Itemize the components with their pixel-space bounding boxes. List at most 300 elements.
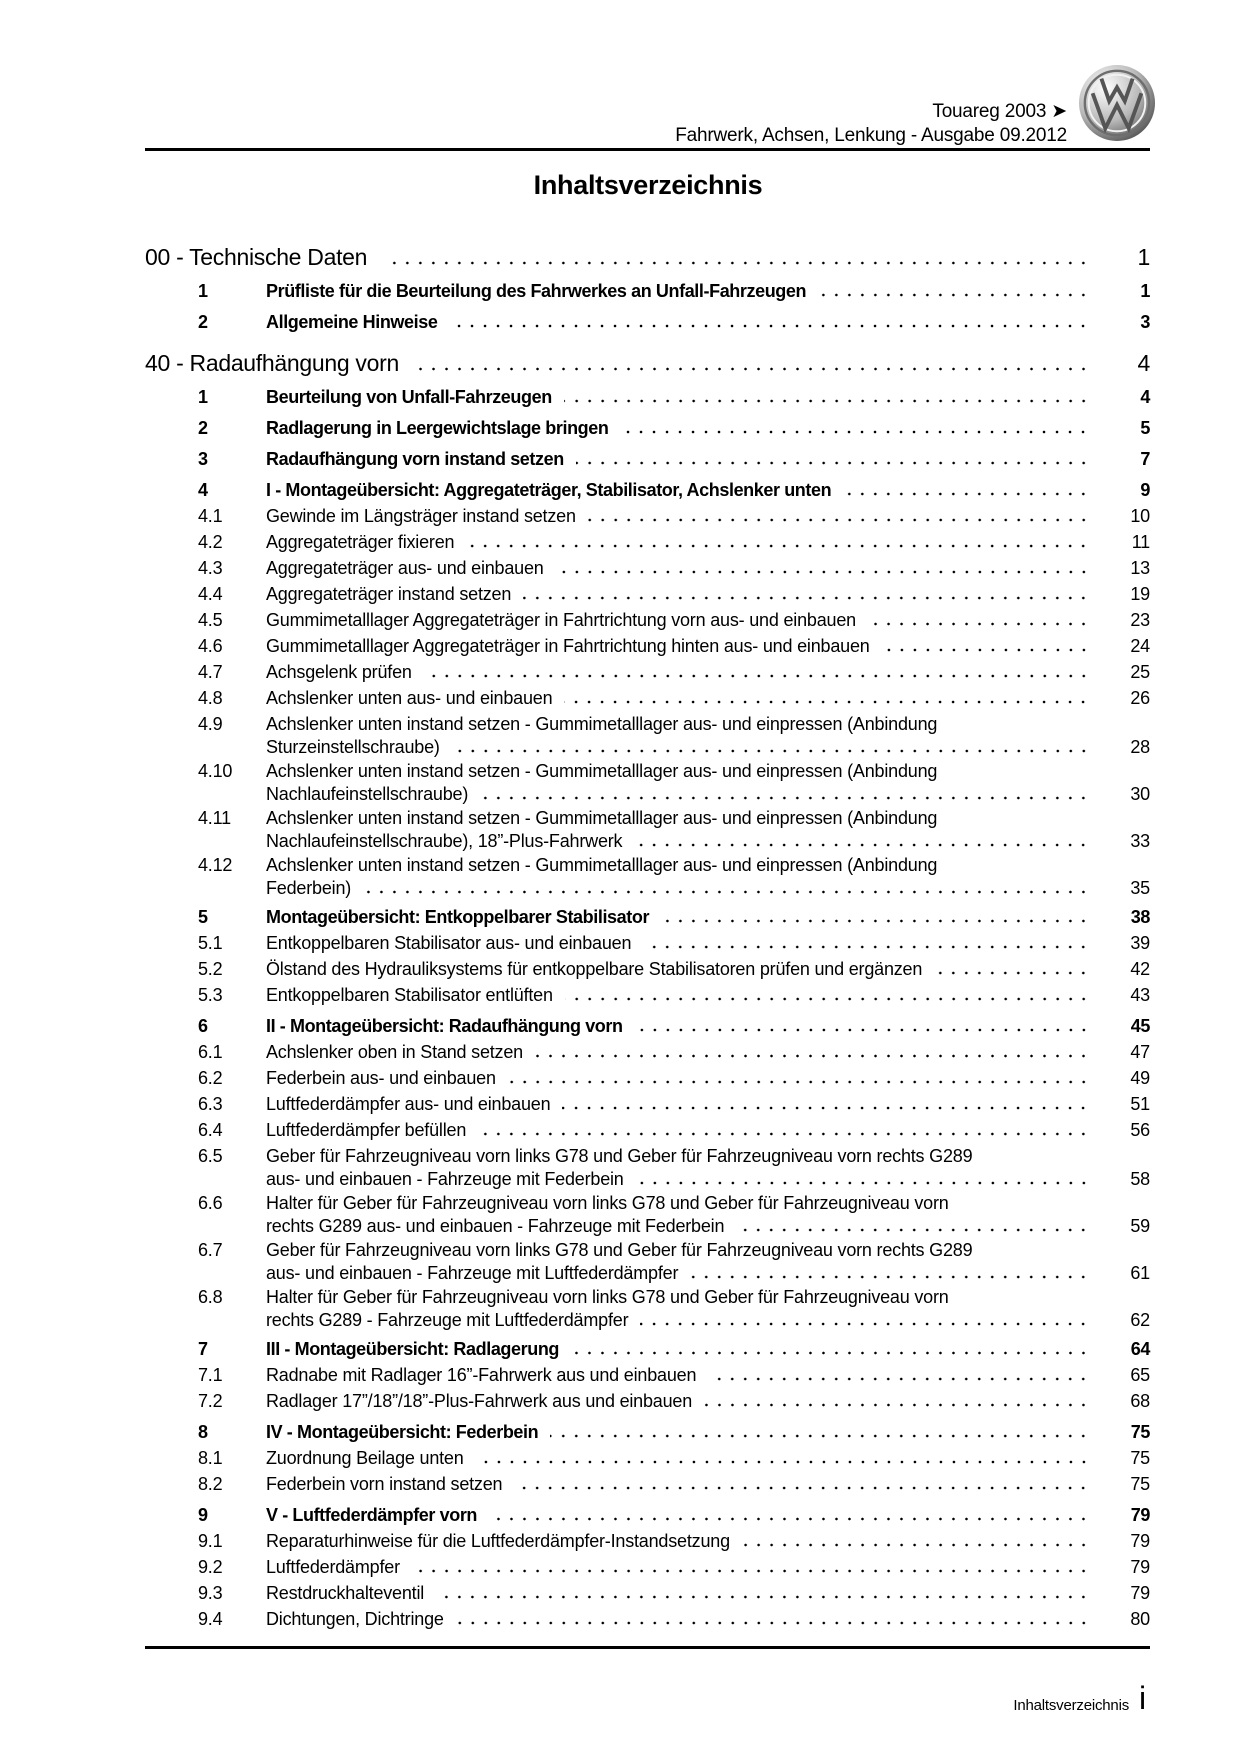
entry-line (266, 446, 1150, 472)
dot-leader (690, 1275, 1090, 1279)
dot-leader (934, 971, 1090, 975)
toc-entry-chapter[interactable] (145, 1414, 1150, 1445)
entry-body (266, 1362, 1150, 1388)
entry-body (266, 1039, 1150, 1065)
dot-leader (565, 997, 1090, 1001)
entry-title[interactable]: rechts G289 aus- und einbauen - Fahrzeuge mit Federbein (266, 1216, 725, 1236)
entry-number: 4.2 (198, 532, 223, 552)
entry-title[interactable]: Federbein aus- und einbauen (266, 1068, 496, 1088)
dot-leader (620, 430, 1090, 434)
toc-entry-sub[interactable] (145, 685, 1150, 711)
entry-page[interactable]: 61 (1130, 1263, 1150, 1283)
entry-title[interactable]: Ölstand des Hydrauliksystems für entkoppelbare Stabilisatoren prüfen und ergänzen (266, 959, 923, 979)
entry-body (266, 477, 1150, 503)
dot-leader (449, 324, 1090, 328)
toc-entry-sub[interactable] (145, 1039, 1150, 1065)
entry-number: 6.2 (198, 1068, 223, 1088)
toc-entry-chapter[interactable] (145, 472, 1150, 503)
entry-title[interactable]: Geber für Fahrzeugniveau vorn links G78 und Geber für Fahrzeugniveau vorn rechts G289 (266, 1240, 973, 1260)
dot-leader (643, 945, 1090, 949)
entry-body (266, 659, 1150, 685)
toc-entry-sub[interactable] (145, 1554, 1150, 1580)
entry-page[interactable]: 58 (1130, 1169, 1150, 1189)
entry-line (266, 1143, 1150, 1169)
entry-title[interactable]: Achslenker unten instand setzen - Gummimetalllager aus- und einpressen (Anbindung (266, 855, 938, 875)
entry-number: 8.2 (198, 1474, 223, 1494)
entry-page[interactable]: 47 (1130, 1042, 1150, 1062)
dot-leader (843, 492, 1090, 496)
entry-title[interactable]: Radaufhängung vorn instand setzen (266, 449, 564, 469)
entry-title[interactable]: Dichtungen, Dichtringe (266, 1609, 444, 1629)
entry-title[interactable]: Radlager 17”/18”/18”-Plus-Fahrwerk aus und einbauen (266, 1391, 693, 1411)
entry-number: 6.3 (198, 1094, 223, 1114)
entry-page[interactable]: 65 (1130, 1365, 1150, 1385)
entry-page[interactable]: 39 (1130, 933, 1150, 953)
entry-body (266, 278, 1150, 304)
entry-body (266, 1528, 1150, 1554)
entry-page[interactable]: 38 (1130, 907, 1150, 927)
entry-body (266, 1237, 1150, 1284)
entry-line (266, 555, 1150, 581)
toc-entry-sub[interactable] (145, 1528, 1150, 1554)
toc-entry-chapter[interactable] (145, 379, 1150, 410)
toc-entry-sub[interactable] (145, 982, 1150, 1008)
entry-title[interactable]: Aggregateträger instand setzen (266, 584, 512, 604)
header-model: Touareg 2003 ➤ (932, 101, 1067, 122)
entry-line (266, 1554, 1150, 1580)
entry-body (266, 982, 1150, 1008)
toc-entry-chapter[interactable] (145, 441, 1150, 472)
entry-title[interactable]: Prüfliste für die Beurteilung des Fahrwerkes an Unfall-Fahrzeugen (266, 281, 807, 301)
entry-line (266, 1013, 1150, 1039)
entry-body (266, 1419, 1150, 1445)
entry-title[interactable]: Achslenker unten instand setzen - Gummimetalllager aus- und einpressen (Anbindung (266, 808, 938, 828)
entry-line (266, 659, 1150, 685)
entry-number: 4.5 (198, 610, 223, 630)
dot-leader (523, 596, 1090, 600)
entry-title[interactable]: Zuordnung Beilage unten (266, 1448, 464, 1468)
entry-number: 6.5 (198, 1146, 223, 1166)
entry-title[interactable]: Achslenker unten instand setzen - Gummimetalllager aus- und einpressen (Anbindung (266, 761, 938, 781)
toc-entry-sub[interactable] (145, 1362, 1150, 1388)
toc-entry-chapter[interactable] (145, 304, 1150, 335)
entry-line (266, 711, 1150, 737)
entry-number: 6.6 (198, 1193, 223, 1213)
entry-page[interactable]: 23 (1130, 610, 1150, 630)
dot-leader (571, 1351, 1090, 1355)
entry-body (266, 758, 1150, 805)
toc-entry-sub[interactable] (145, 1471, 1150, 1497)
entry-title[interactable]: Luftfederdämpfer aus- und einbauen (266, 1094, 551, 1114)
dot-leader (412, 1569, 1090, 1573)
entry-line (266, 831, 1150, 852)
dot-leader (480, 796, 1090, 800)
entry-body (266, 1554, 1150, 1580)
entry-line (266, 1263, 1150, 1284)
entry-line (266, 1284, 1150, 1310)
entry-line (266, 1216, 1150, 1237)
entry-title[interactable]: aus- und einbauen - Fahrzeuge mit Luftfederdämpfer (266, 1263, 679, 1283)
entry-line (266, 737, 1150, 758)
footer-page-number: i (1139, 1680, 1147, 1716)
dot-leader (466, 544, 1090, 548)
vw-logo (1078, 64, 1156, 142)
entry-line (266, 930, 1150, 956)
entry-title[interactable]: 00 - Technische Daten (145, 244, 368, 270)
dot-leader (556, 570, 1090, 574)
entry-line (266, 477, 1150, 503)
entry-body (266, 930, 1150, 956)
dot-leader (635, 1028, 1090, 1032)
entry-title[interactable]: rechts G289 - Fahrzeuge mit Luftfederdämpfer (266, 1310, 629, 1330)
entry-body (266, 805, 1150, 852)
entry-page[interactable]: 19 (1130, 584, 1150, 604)
entry-line (266, 1362, 1150, 1388)
toc-entry-sub[interactable] (145, 607, 1150, 633)
toc-entry-sub[interactable] (145, 1237, 1150, 1284)
entry-number: 4.11 (198, 808, 231, 828)
entry-page[interactable]: 28 (1130, 737, 1150, 757)
entry-number: 7.1 (198, 1365, 223, 1385)
entry-page[interactable]: 75 (1130, 1448, 1150, 1468)
entry-page[interactable]: 62 (1130, 1310, 1150, 1330)
toc-entry-chapter[interactable] (145, 899, 1150, 930)
entry-number: 5.3 (198, 985, 223, 1005)
entry-line (266, 904, 1150, 930)
entry-number: 9.2 (198, 1557, 223, 1577)
entry-title[interactable]: I - Montageübersicht: Aggregateträger, Stabilisator, Achslenker unten (266, 480, 832, 500)
dot-leader (588, 518, 1090, 522)
entry-title[interactable]: Beurteilung von Unfall-Fahrzeugen (266, 387, 552, 407)
entry-line (266, 1580, 1150, 1606)
entry-body (266, 555, 1150, 581)
entry-line (266, 581, 1150, 607)
entry-line (266, 758, 1150, 784)
toc-entry-sub[interactable] (145, 1190, 1150, 1237)
entry-page[interactable]: 56 (1130, 1120, 1150, 1140)
entry-body (266, 1502, 1150, 1528)
entry-line (266, 1091, 1150, 1117)
entry-number: 4.6 (198, 636, 223, 656)
entry-page[interactable]: 5 (1140, 418, 1150, 438)
entry-page[interactable]: 11 (1131, 532, 1150, 552)
entry-line (266, 878, 1150, 899)
entry-number: 4.12 (198, 855, 233, 875)
entry-title[interactable]: III - Montageübersicht: Radlagerung (266, 1339, 560, 1359)
dot-leader (640, 1322, 1090, 1326)
entry-number: 6.1 (198, 1042, 223, 1062)
entry-line (266, 1065, 1150, 1091)
entry-number: 6.8 (198, 1287, 223, 1307)
entry-number: 6 (198, 1016, 208, 1036)
entry-line (266, 685, 1150, 711)
dot-leader (634, 843, 1090, 847)
entry-body (266, 685, 1150, 711)
entry-line (266, 784, 1150, 805)
footer-label: Inhaltsverzeichnis (1013, 1697, 1129, 1714)
dot-leader (562, 1106, 1090, 1110)
entry-body (266, 1284, 1150, 1331)
dot-leader (661, 919, 1090, 923)
dot-leader (489, 1517, 1090, 1521)
dot-leader (363, 890, 1090, 894)
entry-title[interactable]: Entkoppelbaren Stabilisator entlüften (266, 985, 553, 1005)
entry-body (266, 1143, 1150, 1190)
entry-page[interactable]: 75 (1130, 1474, 1150, 1494)
entry-body (266, 415, 1150, 441)
entry-number: 6.7 (198, 1240, 223, 1260)
entry-page[interactable]: 43 (1130, 985, 1150, 1005)
entry-body (266, 1117, 1150, 1143)
toc-entry-sub[interactable] (145, 805, 1150, 852)
toc-entry-sub[interactable] (145, 503, 1150, 529)
toc-entry-sub[interactable] (145, 633, 1150, 659)
toc-entry-sub[interactable] (145, 529, 1150, 555)
entry-body (145, 241, 1150, 273)
dot-leader (742, 1543, 1090, 1547)
entry-title[interactable]: Halter für Geber für Fahrzeugniveau vorn links G78 und Geber für Fahrzeugniveau vorn (266, 1287, 949, 1307)
dot-leader (564, 700, 1090, 704)
dot-leader (535, 1054, 1090, 1058)
entry-number: 4.8 (198, 688, 223, 708)
entry-title[interactable]: Geber für Fahrzeugniveau vorn links G78 und Geber für Fahrzeugniveau vorn rechts G289 (266, 1146, 973, 1166)
entry-body (266, 529, 1150, 555)
dot-leader (868, 622, 1090, 626)
entry-title[interactable]: IV - Montageübersicht: Federbein (266, 1422, 539, 1442)
entry-page[interactable]: 1 (1137, 244, 1150, 270)
entry-page[interactable]: 4 (1140, 387, 1150, 407)
entry-number: 5 (198, 907, 208, 927)
entry-title[interactable]: 40 - Radaufhängung vorn (145, 350, 399, 376)
entry-line (266, 1606, 1150, 1632)
entry-title[interactable]: Radnabe mit Radlager 16”-Fahrwerk aus und einbauen (266, 1365, 697, 1385)
toc-entry-sub[interactable] (145, 1606, 1150, 1632)
entry-number: 1 (198, 387, 208, 407)
entry-number: 4 (198, 480, 208, 500)
entry-page[interactable]: 64 (1130, 1339, 1150, 1359)
entry-title[interactable]: Gummimetalllager Aggregateträger in Fahrtrichtung vorn aus- und einbauen (266, 610, 856, 630)
entry-title[interactable]: Nachlaufeinstellschraube) (266, 784, 469, 804)
entry-page[interactable]: 10 (1130, 506, 1150, 526)
entry-line (145, 347, 1150, 379)
toc-entry-sub[interactable] (145, 1117, 1150, 1143)
toc-entry-sub[interactable] (145, 1091, 1150, 1117)
entry-line (266, 1237, 1150, 1263)
dot-leader (417, 367, 1090, 371)
entry-line (266, 1190, 1150, 1216)
toc-entry-sub[interactable] (145, 956, 1150, 982)
entry-title[interactable]: Achslenker unten instand setzen - Gummimetalllager aus- und einpressen (Anbindung (266, 714, 938, 734)
entry-page[interactable]: 80 (1130, 1609, 1150, 1629)
table-of-contents (145, 241, 1150, 1632)
entry-body (266, 956, 1150, 982)
entry-title[interactable]: Reparaturhinweise für die Luftfederdämpfer-Instandsetzung (266, 1531, 730, 1551)
entry-page[interactable]: 25 (1130, 662, 1150, 682)
toc-entry-sub[interactable] (145, 1388, 1150, 1414)
entry-title[interactable]: Achslenker unten aus- und einbauen (266, 688, 553, 708)
toc-entry-sub[interactable] (145, 852, 1150, 899)
toc-entry-chapter[interactable] (145, 1331, 1150, 1362)
entry-page[interactable]: 42 (1130, 959, 1150, 979)
entry-line (266, 415, 1150, 441)
toc-entry-sub[interactable] (145, 1445, 1150, 1471)
entry-line (266, 633, 1150, 659)
toc-entry-chapter[interactable] (145, 410, 1150, 441)
entry-page[interactable]: 26 (1130, 688, 1150, 708)
dot-leader (882, 648, 1090, 652)
dot-leader (476, 1460, 1090, 1464)
entry-body (145, 347, 1150, 379)
entry-title[interactable]: Sturzeinstellschraube) (266, 737, 440, 757)
entry-page[interactable]: 24 (1130, 636, 1150, 656)
entry-line (266, 1336, 1150, 1362)
dot-leader (456, 1621, 1090, 1625)
entry-line (266, 529, 1150, 555)
entry-page[interactable]: 75 (1130, 1422, 1150, 1442)
entry-body (266, 1336, 1150, 1362)
entry-page[interactable]: 51 (1130, 1094, 1150, 1114)
entry-body (266, 904, 1150, 930)
entry-title[interactable]: V - Luftfederdämpfer vorn (266, 1505, 478, 1525)
entry-line (266, 503, 1150, 529)
entry-page[interactable]: 45 (1130, 1016, 1150, 1036)
entry-line (266, 1502, 1150, 1528)
entry-page[interactable]: 9 (1140, 480, 1150, 500)
toc-entry-section[interactable] (145, 241, 1150, 273)
entry-line (145, 241, 1150, 273)
entry-line (266, 1169, 1150, 1190)
entry-line (266, 1445, 1150, 1471)
entry-page[interactable]: 3 (1140, 312, 1150, 332)
entry-title[interactable]: Nachlaufeinstellschraube), 18”-Plus-Fahrwerk (266, 831, 623, 851)
entry-title[interactable]: Achslenker oben in Stand setzen (266, 1042, 523, 1062)
entry-page[interactable]: 68 (1130, 1391, 1150, 1411)
entry-body (266, 633, 1150, 659)
dot-leader (708, 1377, 1090, 1381)
entry-page[interactable]: 4 (1137, 350, 1150, 376)
dot-leader (736, 1228, 1090, 1232)
toc-entry-sub[interactable] (145, 1284, 1150, 1331)
dot-leader (576, 461, 1090, 465)
toc-entry-chapter[interactable] (145, 1497, 1150, 1528)
entry-title[interactable]: Federbein) (266, 878, 352, 898)
entry-line (266, 1528, 1150, 1554)
entry-line (266, 1388, 1150, 1414)
entry-title[interactable]: Gummimetalllager Aggregateträger in Fahrtrichtung hinten aus- und einbauen (266, 636, 870, 656)
entry-body (266, 581, 1150, 607)
entry-page[interactable]: 49 (1130, 1068, 1150, 1088)
toc-entry-sub[interactable] (145, 1065, 1150, 1091)
entry-number: 9.3 (198, 1583, 223, 1603)
entry-page[interactable]: 79 (1130, 1505, 1150, 1525)
entry-title[interactable]: Aggregateträger fixieren (266, 532, 455, 552)
header-rule (145, 148, 1150, 151)
toc-entry-sub[interactable] (145, 1580, 1150, 1606)
entry-number: 7 (198, 1339, 208, 1359)
entry-page[interactable]: 35 (1130, 878, 1150, 898)
entry-title[interactable]: II - Montageübersicht: Radaufhängung vorn (266, 1016, 623, 1036)
entry-line (266, 1471, 1150, 1497)
page-title: Inhaltsverzeichnis (533, 170, 763, 200)
dot-leader (424, 674, 1090, 678)
toc-entry-sub[interactable] (145, 930, 1150, 956)
entry-page[interactable]: 79 (1130, 1557, 1150, 1577)
entry-body (266, 1580, 1150, 1606)
entry-title[interactable]: aus- und einbauen - Fahrzeuge mit Federbein (266, 1169, 624, 1189)
entry-title[interactable]: Allgemeine Hinweise (266, 312, 438, 332)
entry-title[interactable]: Luftfederdämpfer befüllen (266, 1120, 467, 1140)
entry-number: 7.2 (198, 1391, 223, 1411)
toc-entry-sub[interactable] (145, 581, 1150, 607)
entry-body (266, 1388, 1150, 1414)
entry-page[interactable]: 79 (1130, 1583, 1150, 1603)
entry-title[interactable]: Radlagerung in Leergewichtslage bringen (266, 418, 609, 438)
entry-body (266, 1091, 1150, 1117)
entry-line (266, 384, 1150, 410)
entry-title[interactable]: Entkoppelbaren Stabilisator aus- und einbauen (266, 933, 632, 953)
dot-leader (550, 1434, 1090, 1438)
entry-line (266, 956, 1150, 982)
entry-page[interactable]: 79 (1130, 1531, 1150, 1551)
entry-title[interactable]: Luftfederdämpfer (266, 1557, 400, 1577)
toc-entry-chapter[interactable] (145, 273, 1150, 304)
entry-number: 2 (198, 312, 208, 332)
entry-number: 4.7 (198, 662, 223, 682)
entry-body (266, 1606, 1150, 1632)
entry-page[interactable]: 30 (1130, 784, 1150, 804)
entry-number: 4.9 (198, 714, 223, 734)
entry-body (266, 1445, 1150, 1471)
entry-page[interactable]: 1 (1140, 281, 1150, 301)
toc-entry-section[interactable] (145, 347, 1150, 379)
toc-entry-sub[interactable] (145, 555, 1150, 581)
entry-title[interactable]: Gewinde im Längsträger instand setzen (266, 506, 576, 526)
entry-line (266, 1039, 1150, 1065)
entry-page[interactable]: 7 (1140, 449, 1150, 469)
entry-page[interactable]: 59 (1130, 1216, 1150, 1236)
dot-leader (478, 1132, 1090, 1136)
entry-title[interactable]: Montageübersicht: Entkoppelbarer Stabilisator (266, 907, 650, 927)
entry-number: 6.4 (198, 1120, 223, 1140)
toc-entry-sub[interactable] (145, 711, 1150, 758)
entry-number: 4.10 (198, 761, 233, 781)
entry-title[interactable]: Aggregateträger aus- und einbauen (266, 558, 544, 578)
toc-entry-sub[interactable] (145, 1143, 1150, 1190)
footer-rule (145, 1646, 1150, 1649)
entry-title[interactable]: Restdruckhalteventil (266, 1583, 425, 1603)
entry-body (266, 503, 1150, 529)
entry-body (266, 1065, 1150, 1091)
entry-title[interactable]: Achsgelenk prüfen (266, 662, 412, 682)
toc-entry-chapter[interactable] (145, 1008, 1150, 1039)
entry-page[interactable]: 13 (1130, 558, 1150, 578)
entry-number: 1 (198, 281, 208, 301)
toc-entry-sub[interactable] (145, 758, 1150, 805)
dot-leader (452, 749, 1090, 753)
dot-leader (564, 399, 1090, 403)
entry-number: 4.4 (198, 584, 223, 604)
entry-title[interactable]: Federbein vorn instand setzen (266, 1474, 503, 1494)
dot-leader (385, 261, 1090, 265)
entry-title[interactable]: Halter für Geber für Fahrzeugniveau vorn links G78 und Geber für Fahrzeugniveau vorn (266, 1193, 949, 1213)
entry-page[interactable]: 33 (1130, 831, 1150, 851)
entry-number: 9.1 (198, 1531, 223, 1551)
dot-leader (514, 1486, 1090, 1490)
toc-entry-sub[interactable] (145, 659, 1150, 685)
entry-line (266, 1419, 1150, 1445)
entry-number: 4.1 (198, 506, 223, 526)
entry-body (266, 1013, 1150, 1039)
